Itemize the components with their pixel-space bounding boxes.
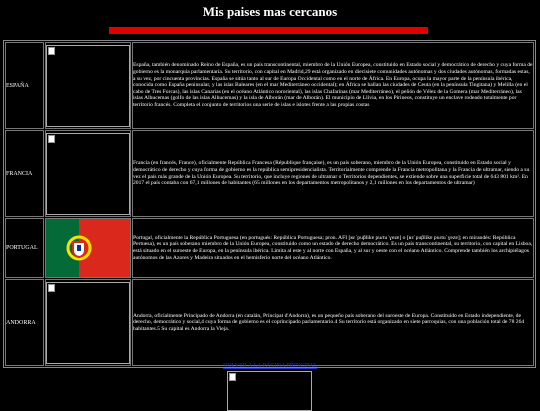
table-row (5, 42, 534, 129)
table-row (5, 279, 534, 366)
table-row (5, 130, 534, 217)
back-to-home-link[interactable]: VOLVER A LA PÁGINA PRINCIPAL (223, 363, 317, 369)
country-description: Francia (en francés, France), oficialmente República Francesa (République française), es un país soberano, miembro de la Unión Europea, constituido en Estado social y democrático de derecho y cuya forma de gobierno es la república semipresidencialista. Territorialmente comprende la Francia metropolitana y la Francia de ultramar, siendo a su vez el país más grande de la Unión Europea. Su territorio, que incluye regiones de ultramar o Territorios dependientes, se extiende sobre una superficie total de 643 801 km². En 2017 el país contaba con 67,1 millones de habitantes (65 millones en los departamentos metropolitanos y 2,1 millones en los departamentos de ultramar) (132, 130, 534, 217)
title-divider-bar (109, 27, 428, 34)
country-description: Andorra, oficialmente Principado de Andorra (en catalán, Principat d'Andorra), es un pequeño país soberano del suroeste de Europa. Constituido en Estado independiente, de derecho, democrático y social,4 cuya forma de gobierno es el coprincipado parlamentario.4 Su territorio está organizado en siete parroquias, con una población total de 78 264 habitantes.5 Su capital es Andorra la Vieja. (132, 279, 534, 366)
portugal-coat-of-arms-icon (66, 235, 92, 261)
country-image-cell (45, 279, 131, 366)
country-name: PORTUGAL (5, 218, 44, 278)
portugal-flag-image (46, 219, 130, 277)
country-image-cell (45, 218, 131, 278)
country-name: FRANCIA (5, 130, 44, 217)
country-description: Portugal, oficialmente la República Portuguesa (en portugués: República Portuguesa; pron. AFI [ʁɛˈpuβlikɐ puɾtuˈɣezɐ] o [ʁɛˈpuβlikɐ puɾtuˈɣezɐ]; en mirandés: República Pertuesa), es un país soberano miembro de la Unión Europea, constituido como un estado de derecho democrático. Es un país transcontinental, su territorio, con capital en Lisboa, está situado en el suroeste de Europa, en la península ibérica. Limita al este y al norte con España, y al sur y oeste con el océano Atlántico. Comprende también los archipiélagos autónomos de las Azores y Madeira situados en el hemisferio norte del océano Atlántico. (132, 218, 534, 278)
broken-image-icon (46, 133, 130, 215)
country-name: ESPAÑA (5, 42, 44, 129)
country-description: España, también denominado Reino de España, es un país transcontinental, miembro de la Unión Europea, constituido en Estado social y democrático de derecho y cuya forma de gobierno es la monarquía parlamentaria. Su territorio, con capital en Madrid,29 está organizado en diecisiete comunidades autónomas y dos ciudades autónomas, formadas estas, a su vez, por cincuenta provincias. España se sitúa tanto al sur de Europa Occidental como en el norte de África. En Europa, ocupa la mayor parte de la península ibérica, conocida como España peninsular, y las islas Baleares (en el mar Mediterráneo occidental); en África se hallan las ciudades de Ceuta (en la península Tingitana) y Melilla (en el cabo de Tres Forcas), las islas Canarias (en el océano Atlántico nororiental), las islas Chafarinas (mar Mediterráneo), el peñón de Vélez de la Gomera (mar Mediterráneo), las islas Alhucemas (golfo de las islas Alhucemas) y la isla de Alborán (mar de Alborán). El municipio de Llívia, en los Pirineos, constituye un enclave rodeado totalmente por territorio francés. Completa el conjunto de territorios una serie de islas e islotes frente a las propias costas (132, 42, 534, 129)
broken-image-icon (227, 371, 312, 411)
country-image-cell (45, 42, 131, 129)
country-name: ANDORRA (5, 279, 44, 366)
countries-table (3, 40, 536, 368)
broken-image-icon (46, 282, 130, 364)
table-row (5, 218, 534, 278)
country-image-cell (45, 130, 131, 217)
page-title: Mis paises mas cercanos (202, 4, 338, 19)
broken-image-icon (46, 45, 130, 127)
